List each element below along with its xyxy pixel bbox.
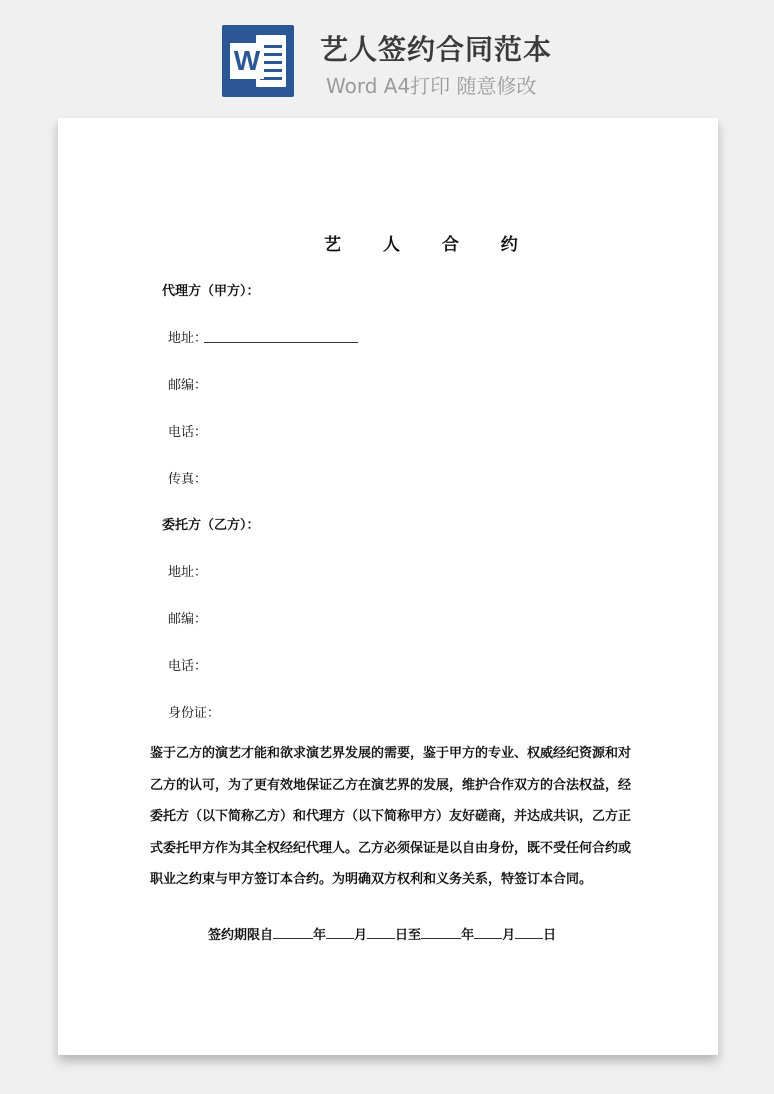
term-month1: 月 — [354, 928, 368, 943]
page-subtitle: Word A4打印 随意修改 — [326, 74, 537, 98]
word-document-icon — [222, 25, 294, 97]
party-b-postcode-label: 邮编： — [168, 612, 208, 627]
party-b-phone-label: 电话： — [168, 659, 208, 674]
term-blank-year1[interactable] — [273, 927, 313, 939]
preamble-paragraph: 鉴于乙方的演艺才能和欲求演艺界发展的需要，鉴于甲方的专业、权威经纪资源和对乙方的认可，为了更有效地保证乙方在演艺界的发展，维护合作双方的合法权益，经委托方（以下简称乙方）和代理方（以下简称甲方）友好磋商，并达成共识，乙方正式委托甲方作为其全权经纪代理人。乙方必须保证是以自由身份，既不受任何合约或职业之约束与甲方签订本合约。为明确双方权利和义务关系，特签订本合同。 — [150, 746, 632, 887]
word-icon-letter: W — [230, 43, 264, 79]
party-a-address-field[interactable] — [204, 342, 358, 343]
term-month2: 月 — [502, 928, 516, 943]
document-page — [58, 118, 718, 1055]
document-title: 艺 人 合 约 — [324, 235, 536, 255]
term-year1: 年 — [313, 928, 327, 943]
party-a-fax-label: 传真： — [168, 472, 208, 487]
term-blank-month2[interactable] — [474, 927, 502, 939]
party-b-address-label: 地址： — [168, 565, 208, 580]
party-a-heading: 代理方（甲方）： — [162, 284, 260, 299]
term-blank-year2[interactable] — [421, 927, 461, 939]
party-b-heading: 委托方（乙方）： — [162, 518, 260, 533]
term-blank-month1[interactable] — [326, 927, 354, 939]
party-a-address-label: 地址： — [168, 331, 208, 346]
party-a-phone-label: 电话： — [168, 425, 208, 440]
term-line — [208, 924, 556, 943]
party-b-id-label: 身份证： — [168, 706, 221, 721]
term-day2: 日 — [543, 928, 557, 943]
term-year2: 年 — [461, 928, 475, 943]
party-a-postcode-label: 邮编： — [168, 378, 208, 393]
term-blank-day2[interactable] — [515, 927, 543, 939]
term-day1: 日至 — [395, 928, 422, 943]
term-blank-day1[interactable] — [367, 927, 395, 939]
term-prefix: 签约期限自 — [208, 928, 274, 943]
header — [0, 0, 774, 110]
page-title: 艺人签约合同范本 — [320, 33, 553, 66]
